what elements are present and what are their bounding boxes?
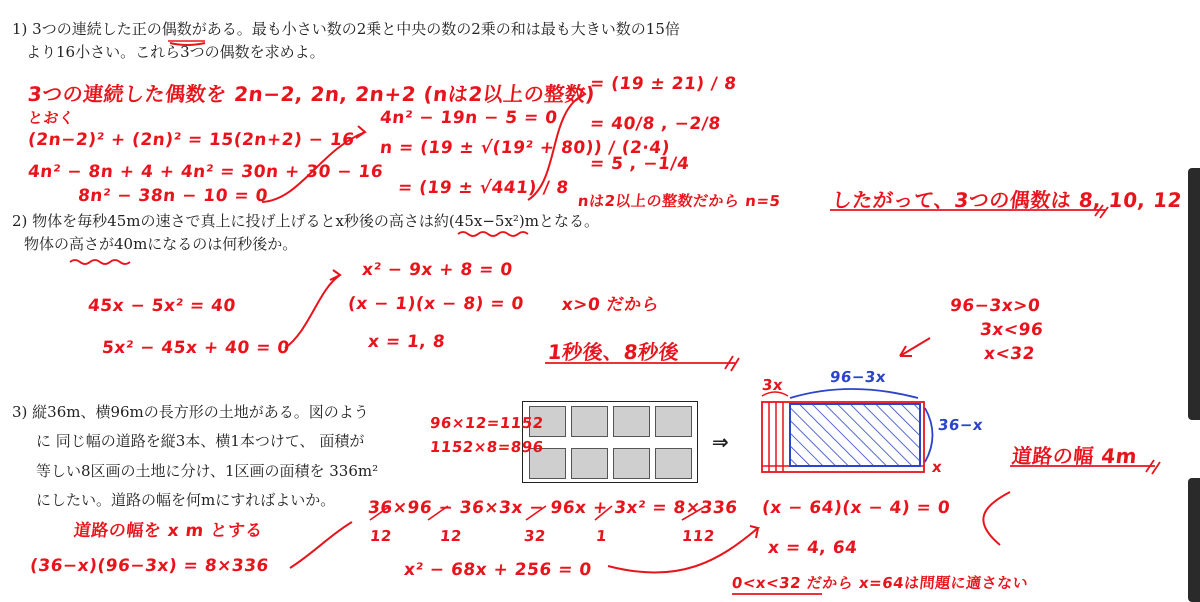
hw-p1-setup: 3つの連続した偶数を 2n−2, 2n, 2n+2 (nは2以上の整数) [26,82,597,106]
hw-p3-eq2: 36×96 − 36×3x − 96x + 3x² = 8×336 [366,498,739,518]
hw-p3-eq3: x² − 68x + 256 = 0 [402,560,593,580]
arrow-icon [290,522,352,568]
hw-p2-side1: 96−3x>0 [948,296,1042,316]
hw-p2-eq3: x² − 9x + 8 = 0 [360,260,514,280]
underline-mark [170,43,205,45]
brace-right [925,408,933,462]
hw-p1-toku: とおく [27,109,76,127]
problem-3-line-4: にしたい。道路の幅を何mにすればよいか。 [36,490,336,509]
hw-p3-cancel3: 32 [523,527,547,545]
hw-p3-calc2: 1152×8=896 [429,438,545,456]
side-panel-edge [1188,168,1200,420]
hw-p3-eq1: (36−x)(96−3x) = 8×336 [28,556,270,576]
hw-p2-side3: x<32 [982,344,1036,364]
hw-p2-eq2: 5x² − 45x + 40 = 0 [100,338,291,358]
problem-1-line-1: 1) 3つの連続した正の偶数がある。最も小さい数の2乗と中央の数の2乗の和は最も大きい数の15倍 [12,20,680,38]
hw-p3-label-left: 3x [761,376,785,394]
hw-p3-eq4: (x − 64)(x − 4) = 0 [760,498,952,518]
hw-p3-cancel4: 1 [595,527,608,545]
arrow-icon [285,270,340,348]
hw-p2-eq1: 45x − 5x² = 40 [86,296,237,316]
wavy-underline [458,232,528,236]
problem-2-line-2: 物体の高さが40mになるのは何秒後か。 [24,235,298,254]
hw-p1-eq3: 8n² − 38n − 10 = 0 [76,186,269,206]
problem-1-line-2: より16小さい。これら3つの偶数を求めよ。 [26,43,325,62]
hw-p1-eq4: 4n² − 19n − 5 = 0 [378,108,559,128]
problem-3-line-1: 3) 縦36m、横96mの長方形の土地がある。図のよう [12,403,369,421]
hw-p1-eq6: = (19 ± √441) / 8 [396,178,570,198]
hw-p3-label-x: x [931,458,944,476]
hw-p2-eq5: x = 1, 8 [366,332,447,352]
hw-p2-answer: 1秒後、8秒後 [546,340,681,364]
hw-p2-side2: 3x<96 [978,320,1045,340]
hw-p3-cond: 0<x<32 だから x=64は問題に適さない [731,574,1030,592]
side-panel-edge [1188,478,1200,602]
hw-p3-cancel1: 12 [369,527,393,545]
hw-p3-calc1: 96×12=1152 [429,414,545,432]
hw-p3-label-top: 96−3x [829,368,888,386]
hw-p3-define: 道路の幅を x m とする [72,521,264,541]
hw-p3-cancel5: 112 [681,527,716,545]
hw-p3-answer: 道路の幅 4m [1010,444,1139,468]
problem-3-line-3: 等しい8区画の土地に分け、1区画の面積を 336m² [36,461,379,480]
problem-3-line-2: に 同じ幅の道路を縦3本、横1本つけて、 面積が [36,432,365,451]
hw-p1-eq1: (2n−2)² + (2n)² = 15(2n+2) − 16 [26,130,356,150]
hw-p1-eq2: 4n² − 8n + 4 + 4n² = 30n + 30 − 16 [26,162,385,182]
hw-p3-cancel2: 12 [439,527,463,545]
hw-p1-eq7: = (19 ± 21) / 8 [588,74,738,94]
answer-mark [1146,460,1160,474]
arrow-icon [900,338,930,356]
arrow-icon [983,492,1010,545]
hw-p1-eq9: = 5 , −1/4 [588,154,691,174]
problem-2-line-1: 2) 物体を毎秒45mの速さで真上に投げ上げるとx秒後の高さは約(45x−5x²)mとなる。 [12,212,599,230]
hw-p1-answer: したがって、3つの偶数は 8, 10, 12 [830,188,1184,212]
brace-top [790,389,918,398]
hw-p3-label-right: 36−x [937,416,985,434]
hatched-area [790,404,920,466]
wavy-underline [70,260,130,264]
hw-p1-cond: nは2以上の整数だから n=5 [577,192,782,210]
hw-p1-eq8: = 40/8 , −2/8 [588,114,722,134]
hw-p2-cond: x>0 だから [560,295,661,315]
hw-p3-eq5: x = 4, 64 [766,538,859,558]
implies-arrow: ⇒ [710,430,731,454]
hw-p1-eq5: n = (19 ± √(19² + 80)) / (2·4) [378,138,671,158]
hw-p2-eq4: (x − 1)(x − 8) = 0 [346,294,525,314]
